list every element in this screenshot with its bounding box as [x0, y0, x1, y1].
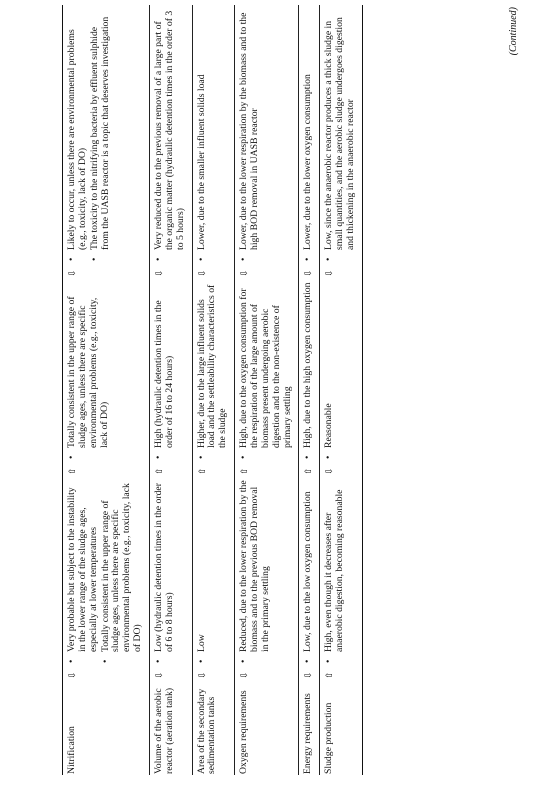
trend-arrow-icon: ⇧ — [154, 467, 165, 475]
bullet-list — [303, 281, 314, 461]
bullet-list — [197, 9, 208, 263]
bullet-item: • Reduced, due to the lower respiration by the biomass and to the previous BOD removal in the primary settling — [239, 479, 272, 665]
table-row — [150, 5, 193, 775]
parameter-cell: Volume of the aerobic reactor (aeration tank) — [153, 687, 175, 774]
parameter-cell: Nitrification — [66, 726, 77, 774]
bullet-item: • Low, due to the low oxygen consumption — [303, 479, 314, 665]
comparison-table — [62, 5, 363, 775]
trend-arrow-icon: ⇩ — [239, 269, 250, 277]
bullet-item: • Lower, due to the lower respiration by the biomass and to the high BOD removal in UASB reactor — [239, 9, 261, 263]
description-cell — [150, 475, 193, 665]
table-row — [63, 5, 150, 775]
description-cell — [235, 5, 299, 263]
bullet-list — [324, 9, 357, 263]
bullet-item: • The toxicity to the nitrifying bacteria by effluent sulphide from the UASB reactor is a topic that deserves investigation — [90, 9, 112, 263]
bullet-item: • High, due to the oxygen consumption for the respiration of the large amount of biomass present undergoing aerobic digestion and to the non-existence of primary settling — [239, 281, 293, 461]
bullet-list — [324, 281, 335, 461]
bullet-list — [239, 281, 293, 461]
bullet-item: • Very probable but subject to the instability in the lower range of the sludge ages, especially at lower temperatures — [67, 479, 100, 665]
continued-note: (Continued) — [508, 7, 519, 56]
description-cell — [192, 5, 235, 263]
bullet-item: • Reasonable — [324, 281, 335, 461]
description-cell — [63, 475, 150, 665]
trend-arrow-icon: ⇩ — [324, 269, 335, 277]
bullet-list — [67, 281, 110, 461]
description-cell — [192, 277, 235, 461]
bullet-list — [154, 281, 176, 461]
bullet-item: • Totally consistent in the upper range of sludge ages, unless there are specific environmental problems (e.g., toxicity, lack of DO) — [101, 479, 144, 665]
bullet-item: • High, even though it decreases after anaerobic digestion, becoming reasonable — [324, 479, 346, 665]
bullet-item: • Low — [197, 479, 208, 665]
parameter-cell: Oxygen requirements — [238, 690, 250, 774]
table-row — [299, 5, 320, 775]
bullet-list — [324, 479, 346, 665]
table-row — [235, 5, 299, 775]
description-cell — [63, 5, 150, 263]
description-cell — [235, 475, 299, 665]
bullet-list — [67, 479, 144, 665]
trend-arrow-icon: ⇩ — [196, 269, 207, 277]
bullet-item: • Likely to occur, unless there are environmental problems (e.g., toxicity, lack of DO) — [67, 9, 89, 263]
trend-arrow-icon: ⇧ — [324, 671, 335, 679]
bullet-list — [239, 479, 272, 665]
parameter-cell: Energy requirements — [302, 693, 314, 774]
trend-arrow-icon: ⇩ — [303, 671, 314, 679]
bullet-item: • Low (hydraulic detention times in the order of 6 to 8 hours) — [154, 479, 176, 665]
trend-arrow-icon: ⇧ — [67, 467, 77, 475]
description-cell — [299, 475, 320, 665]
trend-arrow-icon: ⇩ — [67, 269, 77, 277]
description-cell — [150, 277, 193, 461]
description-cell — [320, 475, 363, 665]
description-cell — [320, 277, 363, 461]
bullet-list — [303, 479, 314, 665]
bullet-list — [239, 9, 261, 263]
description-cell — [320, 5, 363, 263]
trend-arrow-icon: ⇩ — [303, 269, 314, 277]
bullet-item: • High (hydraulic detention times in the order of 16 to 24 hours) — [154, 281, 176, 461]
description-cell — [150, 5, 193, 263]
trend-arrow-icon: ⇧ — [196, 467, 207, 475]
bullet-list — [154, 479, 176, 665]
bullet-list — [197, 281, 230, 461]
description-cell — [299, 277, 320, 461]
bullet-list — [154, 9, 187, 263]
trend-arrow-icon: ⇧ — [239, 467, 250, 475]
description-cell — [299, 5, 320, 263]
bullet-item: • Lower, due to the smaller influent solids load — [197, 9, 208, 263]
bullet-item: • Lower, due to the lower oxygen consumption — [303, 9, 314, 263]
table-row — [192, 5, 235, 775]
bullet-item: • High, due to the high oxygen consumption — [303, 281, 314, 461]
description-cell — [192, 475, 235, 665]
trend-arrow-icon: ⇩ — [154, 269, 165, 277]
description-cell — [63, 277, 150, 461]
bullet-item: • Low, since the anaerobic reactor produces a thick sludge in small quantities, and the aerobic sludge undergoes digestion and thickening in the anaerobic reactor — [324, 9, 357, 263]
trend-arrow-icon: ⇩ — [154, 671, 165, 679]
rotated-page — [62, 5, 532, 775]
bullet-item: • Higher, due to the large influent solids load and the settleability characteristics of the sludge — [197, 281, 230, 461]
trend-arrow-icon: ⇧ — [303, 467, 314, 475]
bullet-item: • Totally consistent in the upper range of sludge ages, unless there are specific environmental problems (e.g., toxicity, lack of DO) — [67, 281, 110, 461]
parameter-cell: Area of the secondary sedimentation tanks — [195, 688, 218, 774]
trend-arrow-icon: ⇩ — [324, 467, 335, 475]
bullet-item: • Very reduced due to the previous removal of a large part of the organic matter (hydraulic detention times in the order of 3 to 5 hours) — [154, 9, 187, 263]
bullet-list — [67, 9, 111, 263]
trend-arrow-icon: ⇩ — [67, 671, 77, 679]
trend-arrow-icon: ⇩ — [196, 671, 207, 679]
table-row — [320, 5, 363, 775]
bullet-list — [197, 479, 208, 665]
table-body — [63, 5, 363, 775]
bullet-list — [303, 9, 314, 263]
trend-arrow-icon: ⇩ — [239, 671, 250, 679]
parameter-cell: Sludge production — [323, 702, 335, 774]
description-cell — [235, 277, 299, 461]
